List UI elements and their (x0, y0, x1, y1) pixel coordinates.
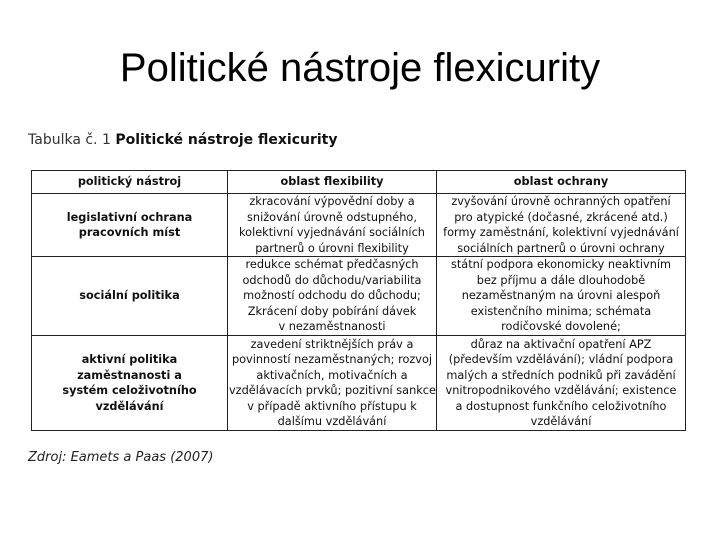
cell-line: snižování úrovně odstupného, (247, 210, 417, 224)
cell-line: vzdělávání (95, 399, 164, 413)
cell-flexibility (228, 257, 437, 336)
cell-line: možností odchodu do důchodu; (243, 289, 421, 303)
cell-line: rodičovské dovolené; (501, 320, 621, 334)
table-caption (28, 128, 688, 156)
cell-line: v případě aktivního přístupu k (247, 399, 417, 413)
cell-line: odchodů do důchodu/variabilita (242, 273, 422, 287)
cell-line: důraz na aktivační opatření APZ (470, 337, 652, 351)
cell-line: vnitropodnikového vzdělávání; existence (445, 384, 677, 397)
header-flexibility: oblast flexibility (228, 171, 437, 194)
table-row (32, 336, 686, 431)
table-figure (28, 128, 688, 465)
cell-line: zvyšování úrovně ochranných opatření (451, 195, 671, 208)
cell-line: zkracování výpovědní doby a (249, 195, 415, 208)
table-row (32, 194, 686, 257)
cell-line: partnerů o úrovni flexibility (255, 241, 409, 255)
caption-number: Tabulka č. 1 (28, 132, 111, 148)
cell-line: (především vzdělávání); vládní podpora (448, 353, 674, 366)
header-tool: politický nástroj (32, 171, 228, 194)
cell-line: nezaměstnaným na úrovni alespoň (461, 289, 661, 303)
cell-line: zavedení striktnějších práv a (250, 337, 414, 351)
cell-line: dalšímu vzdělávání (277, 415, 387, 428)
cell-line: legislativní ochrana (66, 210, 193, 224)
cell-protection (437, 336, 686, 431)
table-row (32, 257, 686, 336)
cell-line: a dostupnost funkčního celoživotního (455, 399, 667, 413)
cell-line: systém celoživotního (62, 384, 197, 397)
caption-name: Politické nástroje flexicurity (115, 132, 338, 148)
cell-protection (437, 257, 686, 336)
cell-line: sociálních partnerů o úrovni ochrany (457, 241, 665, 255)
cell-line: v nezaměstnanosti (278, 320, 386, 334)
cell-line: aktivní politika (81, 353, 178, 366)
cell-line: redukce schémat předčasných (245, 258, 419, 272)
cell-line: aktivačních, motivačních a (256, 368, 408, 382)
slide-title: Politické nástroje flexicurity (119, 46, 601, 90)
cell-line: bez příjmu a dále dlouhodobě (476, 273, 646, 287)
cell-line: sociální politika (79, 289, 180, 303)
header-protection: oblast ochrany (437, 171, 686, 194)
cell-line: formy zaměstnání, kolektivní vyjednávání (443, 226, 679, 239)
cell-line: zaměstnanosti a (77, 368, 182, 382)
cell-line: malých a středních podniků při zavádění (446, 368, 676, 382)
policy-tools-table (31, 170, 686, 431)
cell-flexibility (228, 194, 437, 257)
cell-flexibility (228, 336, 437, 431)
table-header-row (32, 171, 686, 194)
cell-line: povinností nezaměstnaných; rozvoj (231, 353, 433, 366)
cell-protection (437, 194, 686, 257)
cell-line: Zkrácení doby pobírání dávek (247, 304, 417, 318)
cell-line: vzdělávání (530, 415, 592, 428)
source-note: Zdroj: Eamets a Paas (2007) (28, 450, 214, 465)
cell-line: pro atypické (dočasné, zkrácené atd.) (454, 210, 668, 224)
cell-tool (32, 336, 228, 431)
cell-line: vzdělávacích prvků; pozitivní sankce (229, 384, 436, 397)
cell-tool (32, 257, 228, 336)
cell-line: kolektivní vyjednávání sociálních (239, 226, 425, 239)
cell-line: existenčního minima; schémata (470, 304, 652, 318)
cell-tool (32, 194, 228, 257)
cell-line: pracovních míst (78, 226, 181, 239)
cell-line: státní podpora ekonomicky neaktivním (450, 258, 672, 272)
